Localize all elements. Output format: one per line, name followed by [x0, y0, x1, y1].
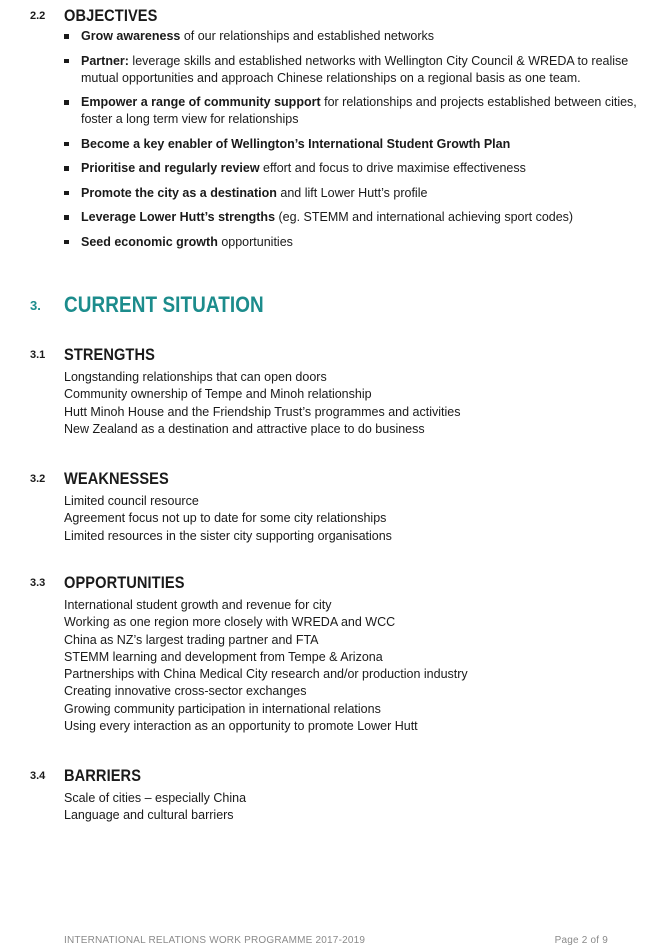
item-bold: Empower a range of community support	[81, 95, 321, 109]
strengths-list	[64, 369, 460, 438]
section-number: 3.3	[30, 577, 46, 589]
bullet-icon	[64, 59, 69, 64]
bullet-icon	[64, 34, 69, 39]
bullet-icon	[64, 240, 69, 245]
bullet-icon	[64, 100, 69, 105]
section-title: OBJECTIVES	[64, 6, 158, 25]
item-text: opportunities	[217, 234, 293, 249]
list-item: Partnerships with China Medical City research and/or production industry	[64, 667, 468, 682]
list-item: China as NZ’s largest trading partner and FTA	[64, 632, 319, 647]
list-item	[0, 53, 656, 87]
list-item: Hutt Minoh House and the Friendship Trust’s programmes and activities	[64, 404, 461, 419]
list-item: International student growth and revenue for city	[64, 598, 332, 612]
item-bold: Partner:	[81, 53, 129, 68]
section-title: WEAKNESSES	[64, 469, 169, 488]
list-item: STEMM learning and development from Tempe & Arizona	[64, 649, 383, 664]
bullet-icon	[64, 142, 69, 147]
bullet-icon	[64, 215, 69, 220]
chapter-title: CURRENT SITUATION	[64, 292, 264, 317]
item-bold: Leverage Lower Hutt’s strengths	[81, 210, 276, 224]
item-bold: Grow awareness	[81, 29, 181, 43]
list-item: Scale of cities – especially China	[64, 791, 247, 805]
bullet-icon	[64, 166, 69, 171]
item-text: leverage skills and established networks with Wellington City Council & WREDA to realise mutual opportunities and approach Chinese relationships on a regional basis as one team.	[81, 53, 629, 85]
list-item: Limited resources in the sister city supporting organisations	[64, 528, 392, 543]
list-item	[0, 234, 656, 251]
list-item: Community ownership of Tempe and Minoh relationship	[64, 387, 372, 402]
item-bold: Become a key enabler of Wellington’s International Student Growth Plan	[81, 136, 511, 151]
barriers-list	[64, 790, 246, 825]
list-item: New Zealand as a destination and attractive place to do business	[64, 421, 425, 436]
section-title: STRENGTHS	[64, 345, 155, 364]
list-item: Longstanding relationships that can open doors	[64, 370, 327, 384]
list-item	[0, 185, 656, 202]
footer-document-title: INTERNATIONAL RELATIONS WORK PROGRAMME 2017-2019	[64, 935, 366, 946]
section-number: 3.2	[30, 473, 46, 485]
item-text: of our relationships and established networks	[180, 29, 434, 43]
list-item	[0, 209, 656, 226]
section-title: BARRIERS	[64, 766, 142, 785]
list-item: Using every interaction as an opportunity to promote Lower Hutt	[64, 719, 418, 734]
item-text: and lift Lower Hutt’s profile	[276, 185, 428, 200]
bullet-icon	[64, 191, 69, 196]
section-number: 3.4	[30, 770, 46, 782]
section-title: OPPORTUNITIES	[64, 573, 185, 592]
footer-page-number: Page 2 of 9	[554, 935, 608, 946]
list-item	[0, 94, 656, 128]
section-number: 3.1	[30, 349, 46, 361]
weaknesses-list	[64, 493, 392, 545]
item-bold: Promote the city as a destination	[81, 185, 277, 200]
item-text: for relationships and projects established between cities, foster a long term view for relationships	[81, 95, 637, 126]
item-bold: Seed economic growth	[81, 234, 218, 249]
list-item: Limited council resource	[64, 494, 199, 508]
list-item: Agreement focus not up to date for some city relationships	[64, 511, 387, 526]
list-item: Working as one region more closely with WREDA and WCC	[64, 615, 396, 630]
item-text: (eg. STEMM and international achieving sport codes)	[275, 210, 574, 224]
item-bold: Prioritise and regularly review	[81, 161, 260, 175]
opportunities-list	[64, 597, 468, 735]
list-item: Language and cultural barriers	[64, 808, 234, 823]
list-item	[0, 136, 656, 153]
list-item	[0, 160, 656, 177]
item-text: effort and focus to drive maximise effectiveness	[259, 161, 526, 175]
list-item	[0, 28, 656, 45]
list-item: Creating innovative cross-sector exchanges	[64, 684, 307, 699]
list-item: Growing community participation in international relations	[64, 701, 381, 716]
section-number: 2.2	[30, 10, 46, 22]
chapter-number: 3.	[30, 298, 41, 313]
objectives-list	[0, 28, 656, 258]
